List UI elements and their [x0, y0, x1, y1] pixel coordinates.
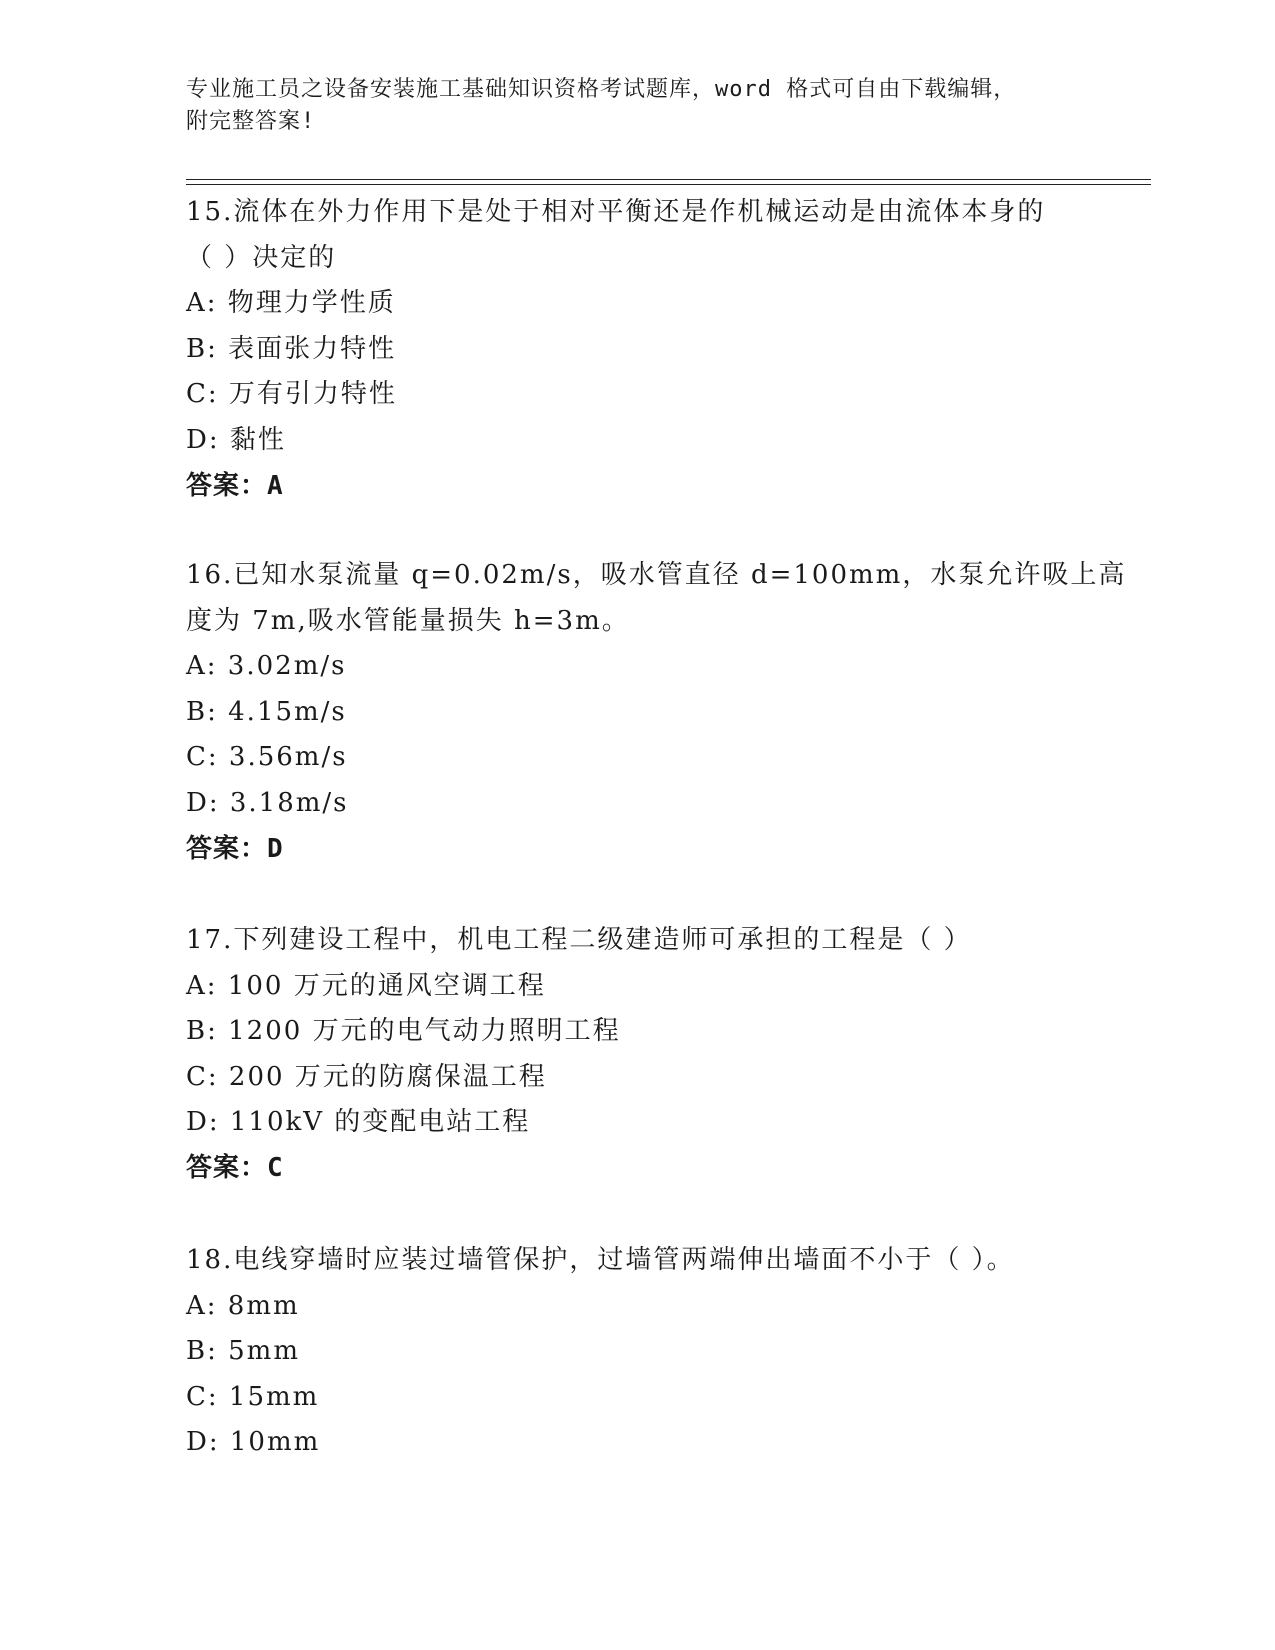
question-16 — [186, 553, 1127, 872]
option-a: A: 3.02m/s — [186, 651, 347, 682]
option-a: A: 物理力学性质 — [186, 288, 396, 319]
question-18 — [186, 1238, 1106, 1466]
answer: 答案：D — [186, 833, 284, 864]
option-d: D: 10mm — [186, 1427, 321, 1458]
option-c: C: 15mm — [186, 1381, 320, 1412]
question-15 — [186, 190, 1106, 509]
option-b: B: 1200 万元的电气动力照明工程 — [186, 1016, 621, 1047]
question-stem: 18.电线穿墙时应装过墙管保护，过墙管两端伸出墙面不小于（ ）。 — [186, 1245, 1015, 1275]
header-divider-top — [186, 179, 1151, 180]
header-divider-bottom — [186, 184, 1151, 185]
option-d: D: 110kV 的变配电站工程 — [186, 1107, 531, 1138]
answer: 答案：C — [186, 1152, 284, 1183]
option-d: D: 黏性 — [186, 424, 286, 455]
question-stem: 16.已知水泵流量 q=0.02m/s，吸水管直径 d=100mm，水泵允许吸上高 — [186, 560, 1127, 590]
option-a: A: 8mm — [186, 1290, 300, 1321]
option-c: C: 万有引力特性 — [186, 379, 397, 410]
question-stem: 17.下列建设工程中，机电工程二级建造师可承担的工程是（ ） — [186, 925, 972, 955]
question-stem: 15.流体在外力作用下是处于相对平衡还是作机械运动是由流体本身的 — [186, 197, 1046, 227]
document-header — [186, 74, 1086, 138]
question-stem: （ ）决定的 — [186, 242, 337, 273]
header-line-2: 附完整答案! — [186, 109, 316, 134]
answer: 答案：A — [186, 470, 284, 501]
option-d: D: 3.18m/s — [186, 787, 349, 818]
option-c: C: 200 万元的防腐保温工程 — [186, 1061, 547, 1092]
option-a: A: 100 万元的通风空调工程 — [186, 970, 546, 1001]
option-b: B: 5mm — [186, 1336, 300, 1367]
option-b: B: 4.15m/s — [186, 696, 347, 727]
option-b: B: 表面张力特性 — [186, 333, 397, 364]
question-stem: 度为 7m,吸水管能量损失 h=3m。 — [186, 605, 630, 636]
header-line-1: 专业施工员之设备安装施工基础知识资格考试题库，word 格式可自由下载编辑， — [186, 77, 1017, 102]
option-c: C: 3.56m/s — [186, 742, 348, 773]
question-17 — [186, 918, 1106, 1192]
